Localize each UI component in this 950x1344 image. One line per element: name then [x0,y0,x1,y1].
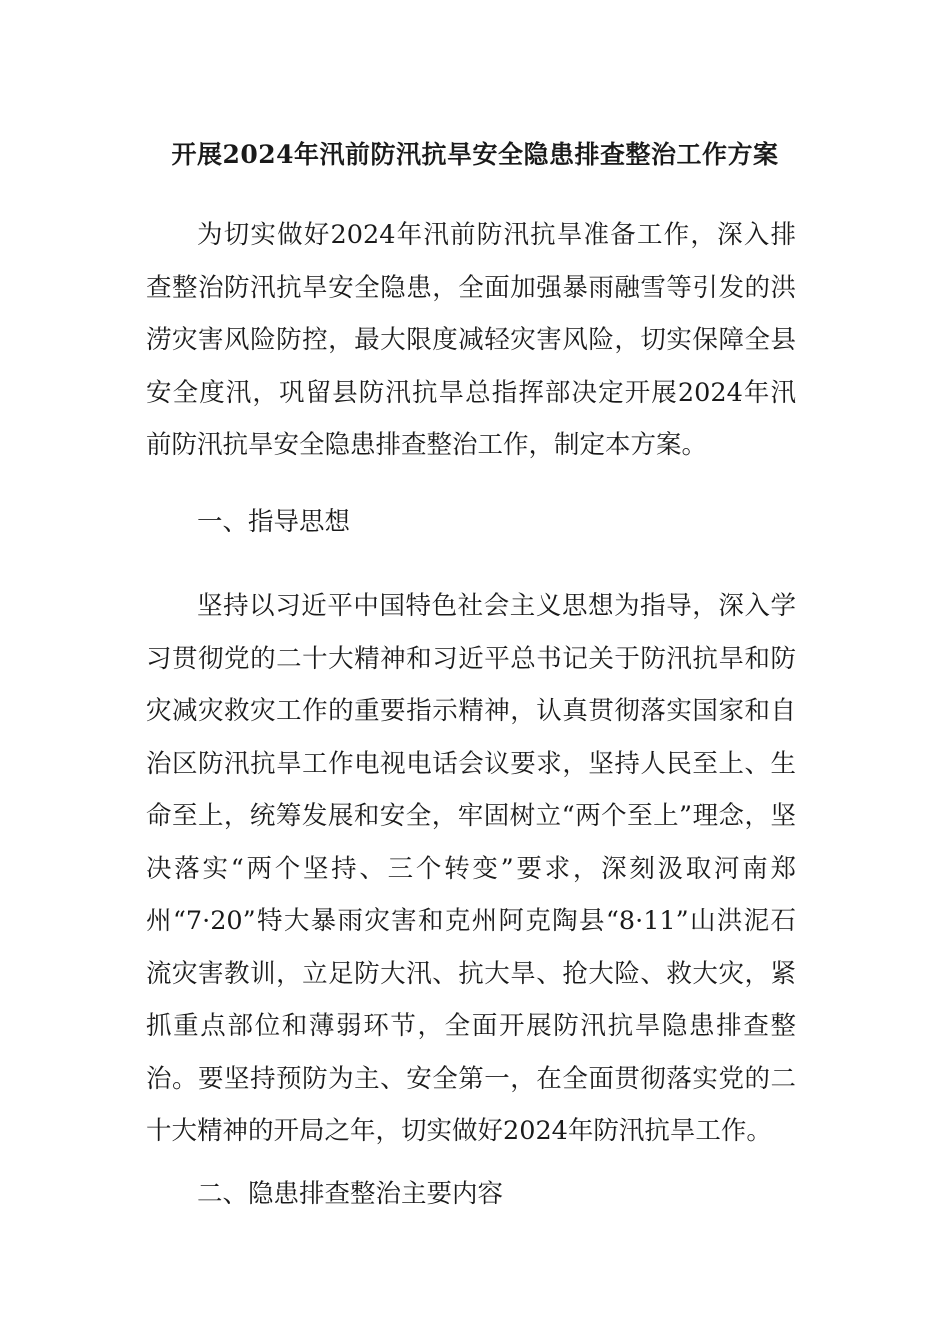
document-title: 开展2024年汛前防汛抗旱安全隐患排查整治工作方案 [171,140,779,169]
intro-paragraph: 为切实做好2024年汛前防汛抗旱准备工作，深入排查整治防汛抗旱安全隐患，全面加强暴雨融雪等引发的洪涝灾害风险防控，最大限度减轻灾害风险，切实保障全县安全度汛，巩留县防汛抗旱总指挥部决定开展2024年汛前防汛抗旱安全隐患排查整治工作，制定本方案。 [146,220,796,460]
section-heading-main-content: 二、隐患排查整治主要内容 [197,1179,504,1209]
guiding-ideology-paragraph: 坚持以习近平中国特色社会主义思想为指导，深入学习贯彻党的二十大精神和习近平总书记关于防汛抗旱和防灾减灾救灾工作的重要指示精神，认真贯彻落实国家和自治区防汛抗旱工作电视电话会议要求，坚持人民至上、生命至上，统筹发展和安全，牢固树立“两个至上”理念，坚决落实“两个坚持、三个转变”要求，深刻汲取河南郑州“7·20”特大暴雨灾害和克州阿克陶县“8·11”山洪泥石流灾害教训，立足防大汛、抗大旱、抢大险、救大灾，紧抓重点部位和薄弱环节，全面开展防汛抗旱隐患排查整治。要坚持预防为主、安全第一，在全面贯彻落实党的二十大精神的开局之年，切实做好2024年防汛抗旱工作。 [146,591,796,1146]
section-heading-guiding-ideology: 一、指导思想 [197,507,351,537]
